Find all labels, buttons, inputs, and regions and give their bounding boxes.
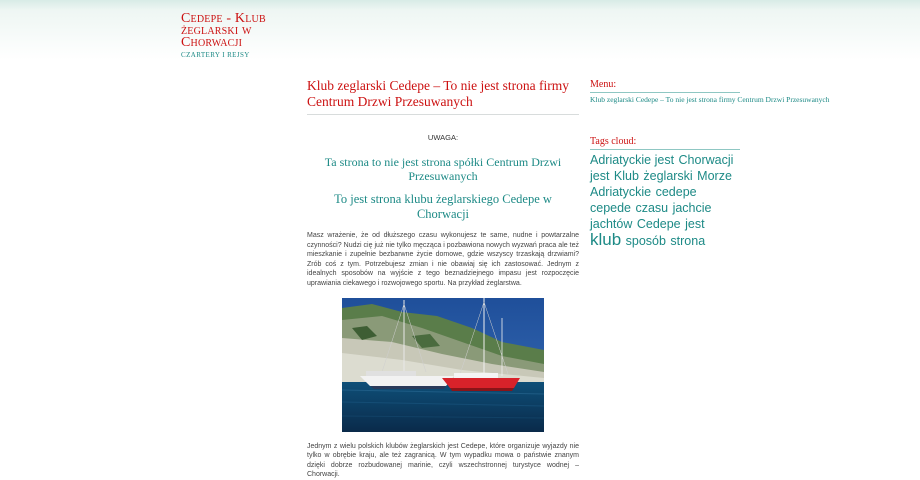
menu-widget-title: Menu: [590, 79, 740, 93]
tag-link[interactable]: jachtów [590, 217, 633, 231]
tag-link[interactable]: jachcie [672, 201, 712, 215]
tag-link[interactable]: klub [590, 230, 622, 249]
post-title[interactable]: Klub zeglarski Cedepe – To nie jest strona firmy Centrum Drzwi Przesuwanych [307, 78, 579, 115]
tag-link[interactable]: Chorwacji [678, 153, 734, 167]
tag-link[interactable]: sposób [625, 234, 666, 248]
menu-widget [590, 79, 830, 104]
tag-link[interactable]: jest [685, 217, 705, 231]
tag-link[interactable]: żeglarski [643, 169, 693, 183]
tag-link[interactable]: Klub [613, 169, 639, 183]
tag-link[interactable]: jest [590, 169, 610, 183]
header-background [0, 0, 920, 70]
tags-widget [590, 136, 740, 249]
tag-link[interactable]: Adriatyckie [590, 185, 652, 199]
menu-link-home[interactable]: Klub zeglarski Cedepe – To nie jest strona firmy Centrum Drzwi Przesuwanych [590, 95, 830, 104]
sidebar [590, 79, 830, 249]
sailboats-photo [342, 298, 544, 432]
tag-link[interactable]: Cedepe [636, 217, 681, 231]
intro-paragraph: Masz wrażenie, że od dłuższego czasu wykonujesz te same, nudne i powtarzalne czynności? Nudzi cię już nie tylko męcząca i pozbawiona nowych wyzwań praca ale też mieszkanie i zupełnie bezbarwne życie domowe, gdzie wszyscy trzaskają drzwiami? Zrób coś z tym. Potrzebujesz zmian i nie obawiaj się ich zastosować. Jednym z idealnych sposobów na wyjście z tego beznadziejnego impasu jest rozpoczęcie uprawiania ciekawego i rozwojowego sportu. Na przykład żeglarstwa. [307, 232, 579, 287]
tag-link[interactable]: cedepe [655, 185, 697, 199]
tags-widget-title: Tags cloud: [590, 136, 740, 150]
site-tagline: CZARTERY I REJSY [181, 51, 250, 59]
main-content [307, 78, 579, 480]
subheading-club: To jest strona klubu żeglarskiego Cedepe w Chorwacji [334, 192, 552, 221]
tag-link[interactable]: Morze [697, 169, 732, 183]
club-paragraph: Jednym z wielu polskich klubów żeglarskich jest Cedepe, które organizuje wyjazdy nie tylko w obrębie kraju, ale też zagranicą. W tym wypadku mowa o państwie znanym dzięki dobrze rozbudowanej marinie, czyli wszechstronnej turystyce wodnej – Chorwacji. [307, 442, 579, 479]
tag-link[interactable]: Adriatyckie jest [590, 153, 675, 167]
tag-link[interactable]: strona [670, 234, 706, 248]
tag-cloud [590, 152, 740, 249]
tag-link[interactable]: czasu [635, 201, 669, 215]
warning-label: UWAGA: [427, 133, 459, 142]
subheading-not-company: Ta strona to nie jest strona spółki Centrum Drzwi Przesuwanych [324, 155, 562, 183]
tag-link[interactable]: cepede [590, 201, 632, 215]
site-title[interactable]: Cedepe - Klub żeglarski w Chorwacji [181, 11, 266, 50]
